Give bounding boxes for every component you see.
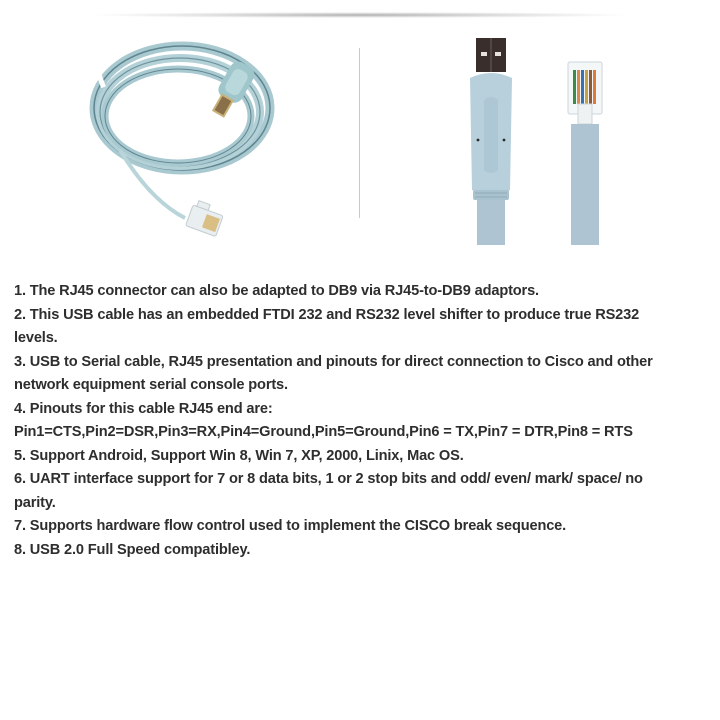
spec-line: network equipment serial console ports. xyxy=(14,377,288,393)
spec-line: 2. This USB cable has an embedded FTDI 232 and RS232 level shifter to produce true RS232 xyxy=(14,306,640,323)
spec-line: 5. Support Android, Support Win 8, Win 7, XP, 2000, Linix, Mac OS. xyxy=(14,447,464,464)
coiled-cable-illustration xyxy=(80,30,300,250)
spec-list xyxy=(14,280,714,562)
top-shadow-divider xyxy=(95,12,625,18)
rj45-plug-icon xyxy=(568,62,602,124)
spec-line: 6. UART interface support for 7 or 8 data bits, 1 or 2 stop bits and odd/ even/ mark/ space/ no xyxy=(14,471,643,487)
coiled-cable-photo xyxy=(80,30,300,250)
connector-closeup-photo xyxy=(440,30,640,245)
spec-line: 4. Pinouts for this cable RJ45 end are: xyxy=(14,400,273,417)
spec-line: parity. xyxy=(14,494,56,511)
connector-closeup-illustration xyxy=(440,30,640,245)
photo-divider xyxy=(359,48,360,218)
spec-line: 7. Supports hardware flow control used to implement the CISCO break sequence. xyxy=(14,518,567,534)
usb-plug-icon xyxy=(476,38,506,72)
spec-line: levels. xyxy=(14,330,58,346)
spec-line: Pin1=CTS,Pin2=DSR,Pin3=RX,Pin4=Ground,Pin5=Ground,Pin6 = TX,Pin7 = DTR,Pin8 = RTS xyxy=(14,424,633,440)
spec-line: 8. USB 2.0 Full Speed compatibley. xyxy=(14,541,251,558)
spec-line: 1. The RJ45 connector can also be adapted to DB9 via RJ45-to-DB9 adaptors. xyxy=(14,283,539,299)
spec-line: 3. USB to Serial cable, RJ45 presentation and pinouts for direct connection to Cisco and other xyxy=(14,353,653,370)
